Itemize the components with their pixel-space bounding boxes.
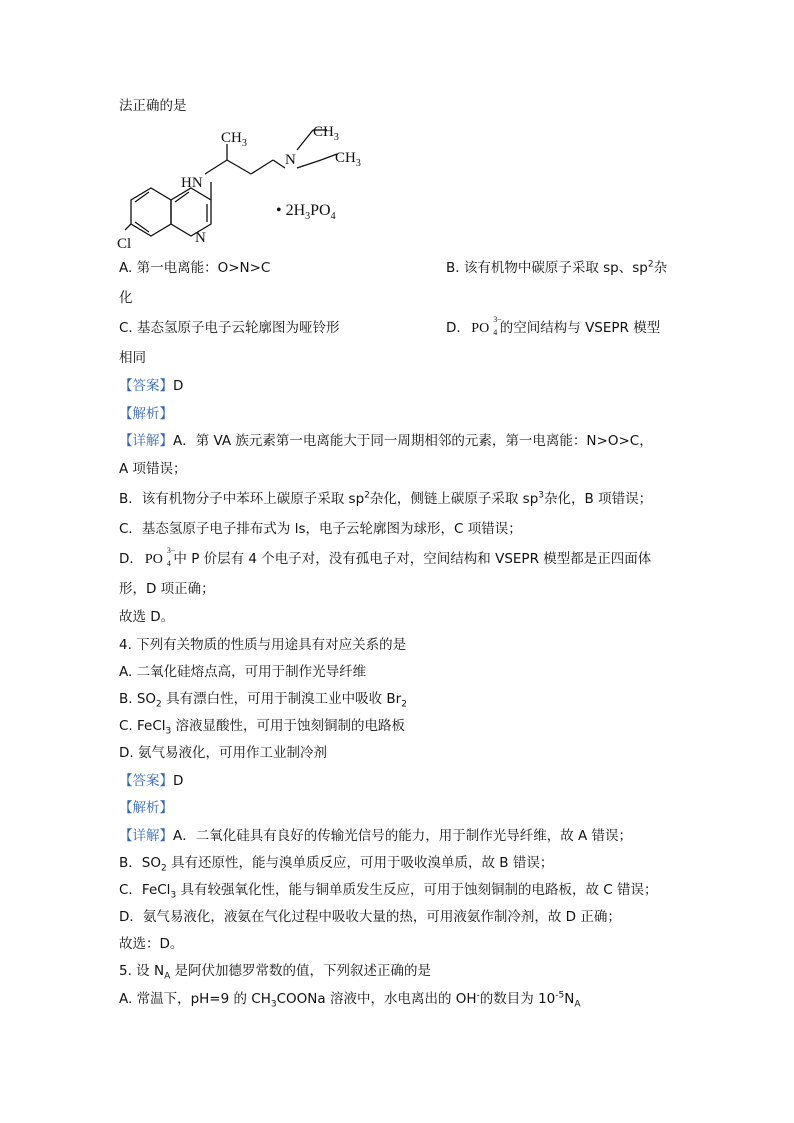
q3-answer: 【答案】D xyxy=(119,378,184,394)
q3-option-a: A. 第一电离能：O>N>C xyxy=(119,260,271,276)
q4-option-c: C. FeCl$_3$ 溶液显酸性，可用于蚀刻铜制的电路板 xyxy=(119,718,406,737)
phosphate-salt-formula: • $2H_3PO_4$ xyxy=(276,202,336,223)
q4-answer: 【答案】D xyxy=(119,773,184,789)
q3-option-d: D. PO 3− 4 的空间结构与 VSEPR 模型 xyxy=(446,315,661,337)
phosphate-ion-2: PO 3− 4 xyxy=(144,546,176,568)
question-3-intro: 法正确的是 xyxy=(119,98,187,114)
methyl-right2-label: $CH_3$ xyxy=(335,150,361,169)
q3-detail-a-wrap: A 项错误； xyxy=(119,461,187,477)
q3-detail-d: D． PO 3− 4 中 P 价层有 4 个电子对，没有孤电子对，空间结构和 VSEPR 模型都是正四面体 xyxy=(119,546,652,568)
q4-detail-a: 【详解】A．二氧化硅具有良好的传输光信号的能力，用于制作光导纤维，故 A 错误； xyxy=(119,828,633,844)
q3-option-c: C. 基态氢原子电子云轮廓图为哑铃形 xyxy=(119,320,340,336)
q4-option-a: A. 二氧化硅熔点高，可用于制作光导纤维 xyxy=(119,664,367,680)
q3-detail-a: 【详解】A．第 VA 族元素第一电离能大于同一周期相邻的元素，第一电离能：N>O>C， xyxy=(119,433,653,449)
q4-option-d: D. 氨气易液化，可用作工业制冷剂 xyxy=(119,745,327,761)
quinoline-structure-diagram xyxy=(115,122,375,252)
q3-option-d-wrap: 相同 xyxy=(119,350,146,366)
methyl-top-label: $CH_3$ xyxy=(221,130,247,149)
chlorine-label: Cl xyxy=(117,236,132,252)
hn-label: HN xyxy=(181,175,203,191)
q3-detail-b: B．该有机物分子中苯环上碳原子采取 $sp^2$杂化，侧链上碳原子采取 $sp^3$杂化，B 项错误； xyxy=(119,490,653,507)
q3-detail-d-wrap: 形，D 项正确； xyxy=(119,581,215,597)
q3-option-b: B. 该有机物中碳原子采取 sp、$sp^2$杂 xyxy=(446,259,668,276)
q4-analysis-tag: 【解析】 xyxy=(119,800,173,816)
ring-n-label: N xyxy=(195,230,206,246)
q5-stem: 5. 设 $N_A$ 是阿伏加德罗常数的值，下列叙述正确的是 xyxy=(119,963,432,982)
chemical-structure xyxy=(115,122,375,252)
q5-option-a: A. 常温下，pH=9 的 $CH_3COONa$ 溶液中，水电离出的 OH-的数目为 $10^{-5}N_A$ xyxy=(119,990,581,1010)
amine-n-label: N xyxy=(285,152,296,168)
q3-detail-c: C．基态氢原子电子排布式为 ls，电子云轮廓图为球形，C 项错误； xyxy=(119,521,522,537)
q4-stem: 4. 下列有关物质的性质与用途具有对应关系的是 xyxy=(119,637,407,653)
q4-conclusion: 故选：D。 xyxy=(119,936,184,952)
phosphate-ion: PO 3− 4 xyxy=(471,315,502,337)
q3-analysis-tag: 【解析】 xyxy=(119,406,173,422)
q4-option-b: B. $SO_2$ 具有漂白性，可用于制溴工业中吸收 $Br_2$ xyxy=(119,691,407,710)
q4-detail-d: D．氨气易液化，液氨在气化过程中吸收大量的热，可用液氨作制冷剂，故 D 正确； xyxy=(119,909,621,925)
q4-detail-b: B．$SO_2$ 具有还原性，能与溴单质反应，可用于吸收溴单质，故 B 错误； xyxy=(119,855,554,874)
q4-detail-c: C．FeCl$_3$ 具有较强氧化性，能与铜单质发生反应，可用于蚀刻铜制的电路板，故 C 错误； xyxy=(119,882,658,901)
methyl-right1-label: $CH_3$ xyxy=(313,124,339,143)
q3-option-b-wrap: 化 xyxy=(119,290,133,306)
q3-conclusion: 故选 D。 xyxy=(119,609,175,625)
